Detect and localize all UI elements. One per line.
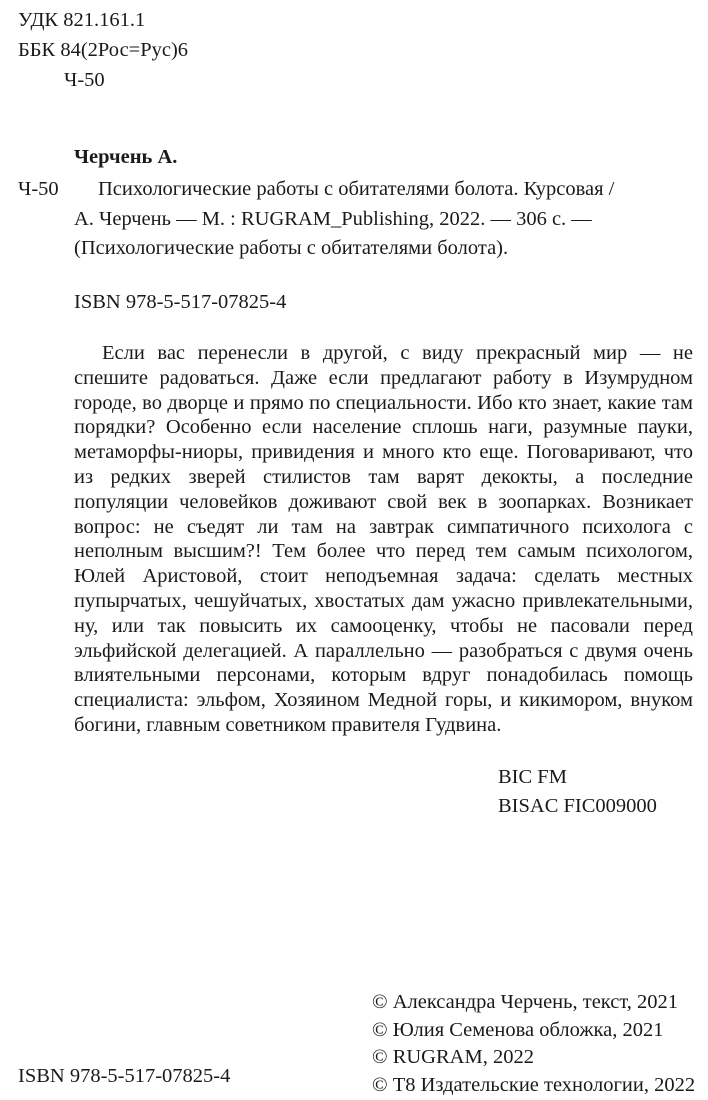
author-name: Черчень А. xyxy=(74,146,178,168)
margin-author-mark: Ч-50 xyxy=(18,178,59,200)
copyright-line: © Т8 Издательские технологии, 2022 xyxy=(372,1073,696,1096)
isbn: ISBN 978-5-517-07825-4 xyxy=(74,291,287,313)
footer-isbn: ISBN 978-5-517-07825-4 xyxy=(18,1065,231,1087)
bibliographic-title-line-2: А. Черчень — М. : RUGRAM_Publishing, 2022. — 306 с. — xyxy=(74,208,592,230)
bibliographic-title-line-3: (Психологические работы с обитателями болота). xyxy=(74,237,509,259)
copyright-block xyxy=(372,989,698,1099)
bic-code: BIC FM xyxy=(498,766,567,788)
bisac-code: BISAC FIC009000 xyxy=(498,795,657,817)
author-mark: Ч-50 xyxy=(64,69,105,91)
copyright-line: © Юлия Семенова обложка, 2021 xyxy=(372,1018,664,1041)
udk-code: УДК 821.161.1 xyxy=(18,9,146,31)
bibliographic-title-line-1: Психологические работы с обитателями болота. Курсовая / xyxy=(98,178,615,200)
copyright-line: © Александра Черчень, текст, 2021 xyxy=(372,991,679,1013)
copyright-line: © RUGRAM, 2022 xyxy=(372,1046,534,1069)
annotation-paragraph: Если вас перенесли в другой, с виду прекрасный мир — не спешите радоваться. Даже если предлагают работу в Изумрудном городе, во дворце и прямо по специальности. Ибо кто знает, какие там порядки? Особенно если население сплошь наги, разумные пауки, метаморфы-ниоры, привидения и много кто еще. Поговаривают, что из редких зверей стилистов там варят декокты, а последние популяции человейков доживают свой век в зоопарках. Возникает вопрос: не съедят ли там на завтрак симпатичного психолога с неполным высшим?! Тем более что перед тем самым психологом, Юлей Аристовой, стоит неподъемная задача: сделать местных пупырчатых, чешуйчатых, хвостатых дам ужасно привлекательными, ну, или так повысить их самооценку, чтобы не пасовали перед эльфийской делегацией. А параллельно — разобраться с двумя очень влиятельными персонами, которым вдруг понадобилась помощь специалиста: эльфом, Хозяином Медной горы, и кикимором, внуком богини, главным советником правителя Гудвина. xyxy=(74,342,693,736)
bbk-code: ББК 84(2Рос=Рус)6 xyxy=(18,39,189,61)
